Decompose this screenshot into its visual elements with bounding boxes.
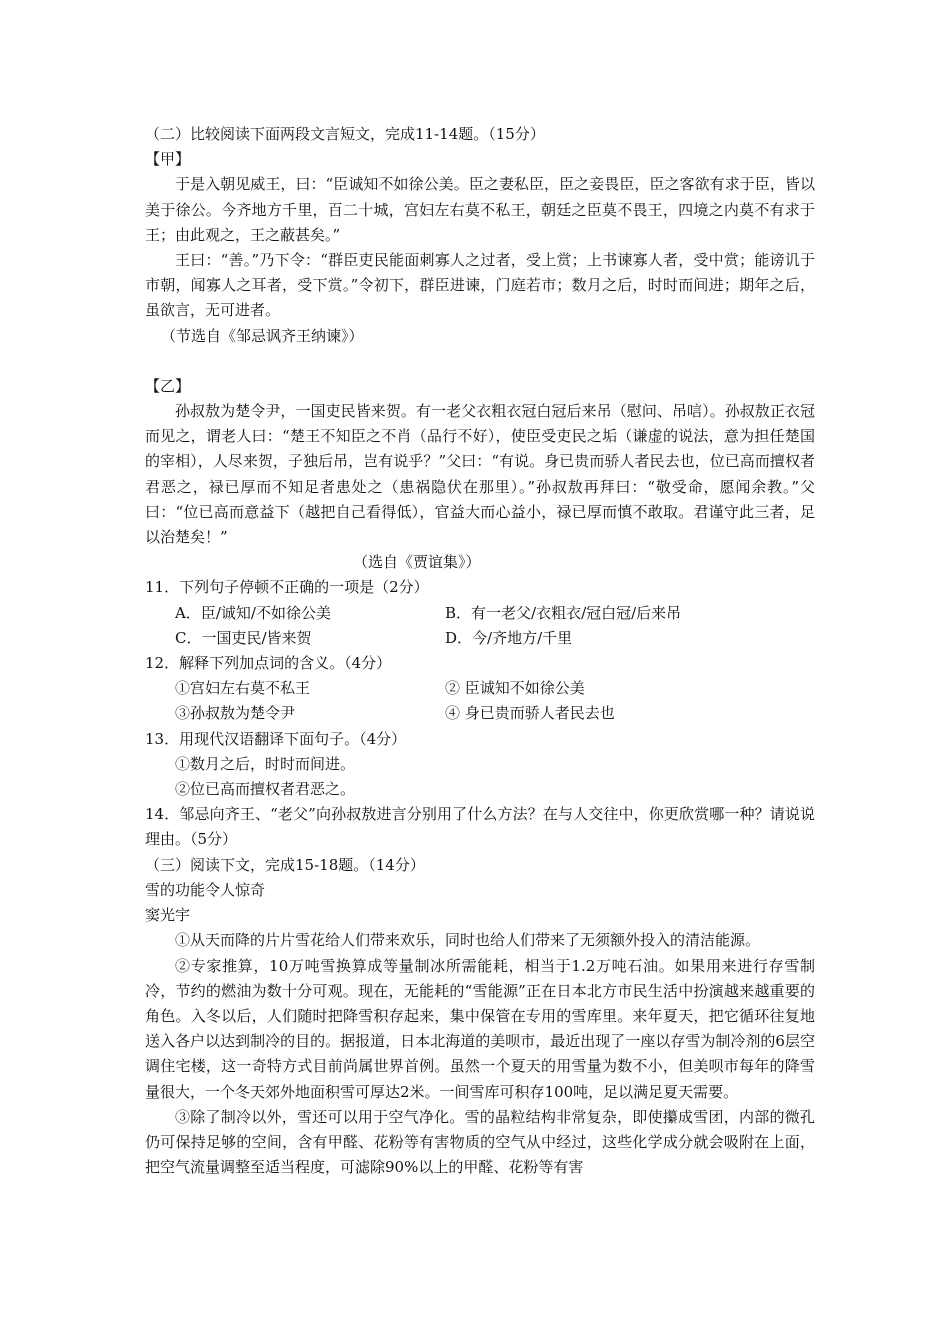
q12-stem: 12．解释下列加点词的含义。（4分） <box>145 654 392 673</box>
yi-paragraph: 孙叔敖为楚令尹，一国吏民皆来贺。有一老父衣粗衣冠白冠后来吊（慰问、吊唁）。孙叔敖正衣冠而见之，谓老人曰：“楚王不知臣之不肖（品行不好），使臣受吏民之垢（谦虚的说法，意为担任楚国的宰相），人尽来贺，子独后吊，岂有说乎？”父曰：“有说。身已贵而骄人者民去也，位已高而擅权者君恶之，禄已厚而不知足者患处之（患祸隐伏在那里）。”孙叔敖再拜曰：“敬受命，愿闻余教。”父曰：“位已高而意益下（越把自己看得低），官益大而心益小，禄已厚而慎不敢取。君谨守此三者，足以治楚矣！” <box>145 402 815 547</box>
q13-sentence-1: ①数月之后，时时而间进。 <box>175 754 356 773</box>
q11-option-c: C．一国吏民/皆来贺 <box>175 628 312 647</box>
q11-option-b: B．有一老父/衣粗衣/冠白冠/后来吊 <box>445 603 682 622</box>
q11-options-row-1 <box>145 601 815 626</box>
spacer <box>145 349 815 374</box>
q13-sentence-2: ②位已高而擅权者君恶之。 <box>175 780 356 799</box>
section3-heading: （三）阅读下文，完成15-18题。（14分） <box>145 855 425 874</box>
q11-option-a: A．臣/诚知/不如徐公美 <box>175 603 331 622</box>
article-title: 雪的功能令人惊奇 <box>145 880 266 899</box>
q12-item-3: ③孙叔敖为楚令尹 <box>175 704 296 723</box>
q11-stem: 11．下列句子停顿不正确的一项是（2分） <box>145 578 429 597</box>
q12-item-2: ② 臣诚知不如徐公美 <box>445 679 585 698</box>
q12-item-4: ④ 身已贵而骄人者民去也 <box>445 704 615 723</box>
q11-options-row-2 <box>145 626 815 651</box>
q14-stem: 14．邹忌向齐王、“老父”向孙叔敖进言分别用了什么方法？在与人交往中，你更欣赏哪一种？请说说理由。（5分） <box>145 805 815 849</box>
jia-paragraph-1: 于是入朝见威王，曰：“臣诚知不如徐公美。臣之妻私臣，臣之妾畏臣，臣之客欲有求于臣，皆以美于徐公。今齐地方千里，百二十城，宫妇左右莫不私王，朝廷之臣莫不畏王，四境之内莫不有求于王；由此观之，王之蔽甚矣。” <box>145 175 815 244</box>
jia-label: 【甲】 <box>145 150 191 169</box>
article-paragraph-3: ③除了制冷以外，雪还可以用于空气净化。雪的晶粒结构非常复杂，即使攥成雪团，内部的微孔仍可保持足够的空间，含有甲醛、花粉等有害物质的空气从中经过，这些化学成分就会吸附在上面，把空气流量调整至适当程度，可滤除90%以上的甲醛、花粉等有害 <box>145 1107 815 1177</box>
article-author: 窦光宇 <box>145 906 191 925</box>
q12-items-row-1 <box>145 676 815 701</box>
article-paragraph-2: ②专家推算，10万吨雪换算成等量制冰所需能耗，相当于1.2万吨石油。如果用来进行存雪制冷，节约的燃油为数十分可观。现在，无能耗的“雪能源”正在日本北方市民生活中扮演越来越重要的角色。入冬以后，人们随时把降雪积存起来，集中保管在专用的雪库里。来年夏天，把它循环往复地送入各户以达到制冷的目的。据报道，日本北海道的美呗市，最近出现了一座以存雪为制冷剂的6层空调住宅楼，这一奇特方式目前尚属世界首例。虽然一个夏天的用雪量为数不小，但美呗市每年的降雪量很大，一个冬天郊外地面积雪可厚达2米。一间雪库可积存100吨，足以满足夏天需要。 <box>145 956 815 1101</box>
q12-items-row-2 <box>145 701 815 726</box>
yi-source: （选自《贾谊集》） <box>353 553 481 572</box>
yi-label: 【乙】 <box>145 376 191 395</box>
section2-heading: （二）比较阅读下面两段文言短文，完成11-14题。（15分） <box>145 125 545 143</box>
document-page <box>145 122 815 1180</box>
q12-item-1: ①宫妇左右莫不私王 <box>175 679 311 698</box>
q11-option-d: D．今/齐地方/千里 <box>445 628 573 647</box>
jia-paragraph-2: 王曰：“善。”乃下令：“群臣吏民能面刺寡人之过者，受上赏；上书谏寡人者，受中赏；能谤讥于市朝，闻寡人之耳者，受下赏。”令初下，群臣进谏，门庭若市；数月之后，时时而间进；期年之后，虽欲言，无可进者。 <box>145 251 815 320</box>
jia-source: （节选自《邹忌讽齐王纳谏》） <box>161 326 364 345</box>
article-paragraph-1: ①从天而降的片片雪花给人们带来欢乐，同时也给人们带来了无须额外投入的清洁能源。 <box>175 931 761 950</box>
q13-stem: 13．用现代汉语翻译下面句子。（4分） <box>145 729 407 748</box>
